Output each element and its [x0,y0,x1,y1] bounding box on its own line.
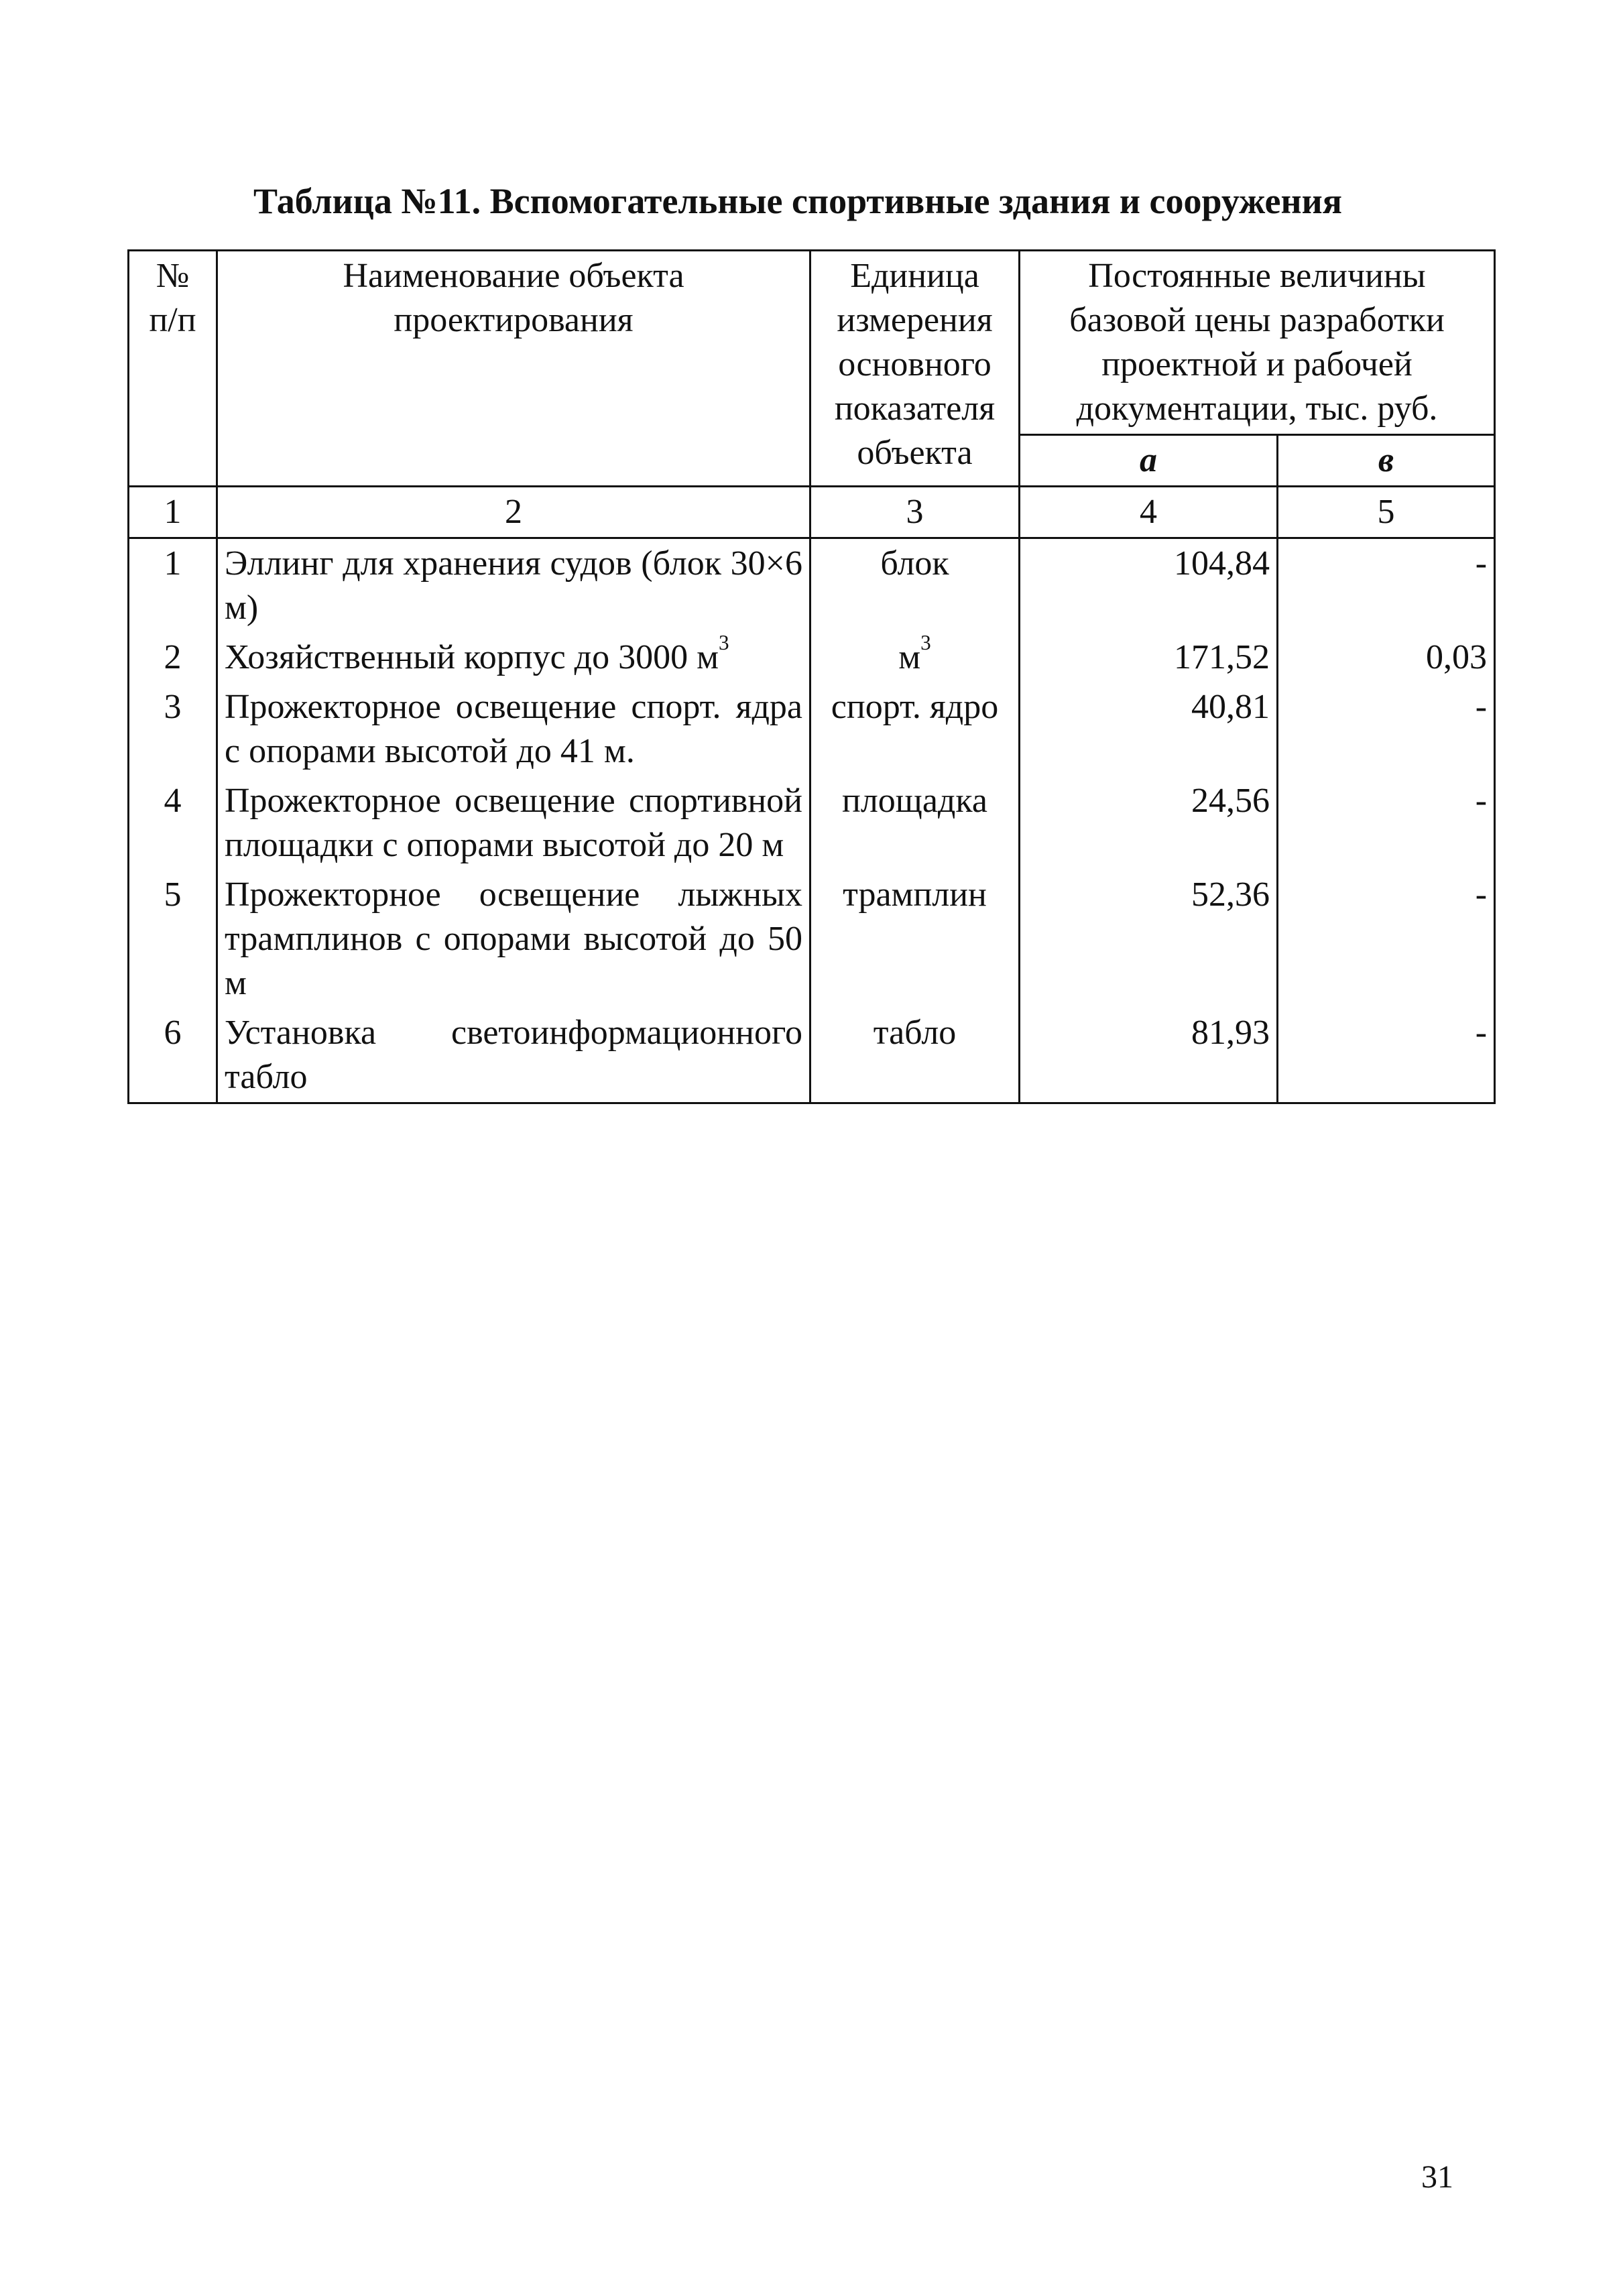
row-value-a: 40,81 [1020,682,1278,776]
table-row [129,776,1495,870]
row-unit: блок [810,538,1020,633]
row-value-a: 24,56 [1020,776,1278,870]
table-row [129,682,1495,776]
row-name-sup: 3 [719,633,729,654]
row-value-b: - [1278,776,1495,870]
row-unit-text: м [898,638,921,676]
row-value-a: 171,52 [1020,633,1278,682]
header-col-name: Наименование объекта проектирования [217,251,810,487]
row-value-a: 52,36 [1020,870,1278,1008]
table-row [129,633,1495,682]
row-num: 6 [129,1008,217,1103]
row-unit: трамплин [810,870,1020,1008]
row-value-a: 104,84 [1020,538,1278,633]
row-name [217,633,810,682]
header-sub-a [1020,435,1278,487]
sub-b-label: в [1378,441,1394,479]
header-col-unit: Единица измерения основного показателя объекта [810,251,1020,487]
price-table [127,249,1496,1104]
row-num: 2 [129,633,217,682]
column-number: 3 [810,487,1020,538]
column-number: 4 [1020,487,1278,538]
page-number: 31 [1421,2159,1453,2195]
row-value-b: - [1278,538,1495,633]
table-title: Таблица №11. Вспомогательные спортивные здания и сооружения [253,181,1342,221]
row-name: Эллинг для хранения судов (блок 30×6 м) [217,538,810,633]
table-row [129,1008,1495,1103]
row-value-b: - [1278,1008,1495,1103]
row-name: Прожекторное освещение спортивной площадки с опорами высотой до 20 м [217,776,810,870]
row-unit: площадка [810,776,1020,870]
table-row [129,538,1495,633]
row-name-text: Хозяйственный корпус до 3000 м [225,638,719,676]
row-unit [810,633,1020,682]
row-unit: спорт. ядро [810,682,1020,776]
header-col-num: № п/п [129,251,217,487]
row-num: 3 [129,682,217,776]
header-sub-b [1278,435,1495,487]
column-number: 1 [129,487,217,538]
sub-a-label: а [1140,441,1157,479]
table-row [129,870,1495,1008]
header-col-values: Постоянные величины базовой цены разработки проектной и рабочей документации, тыс. руб. [1020,251,1495,435]
row-num: 1 [129,538,217,633]
row-num: 5 [129,870,217,1008]
row-value-b: 0,03 [1278,633,1495,682]
row-unit-sup: 3 [920,633,931,654]
row-name: Прожекторное освещение лыжных трамплинов с опорами высотой до 50 м [217,870,810,1008]
row-value-b: - [1278,682,1495,776]
row-name: Прожекторное освещение спорт. ядра с опорами высотой до 41 м. [217,682,810,776]
row-value-a: 81,93 [1020,1008,1278,1103]
row-name: Установка светоинформационного табло [217,1008,810,1103]
row-num: 4 [129,776,217,870]
column-number: 5 [1278,487,1495,538]
row-value-b: - [1278,870,1495,1008]
column-number: 2 [217,487,810,538]
row-unit: табло [810,1008,1020,1103]
